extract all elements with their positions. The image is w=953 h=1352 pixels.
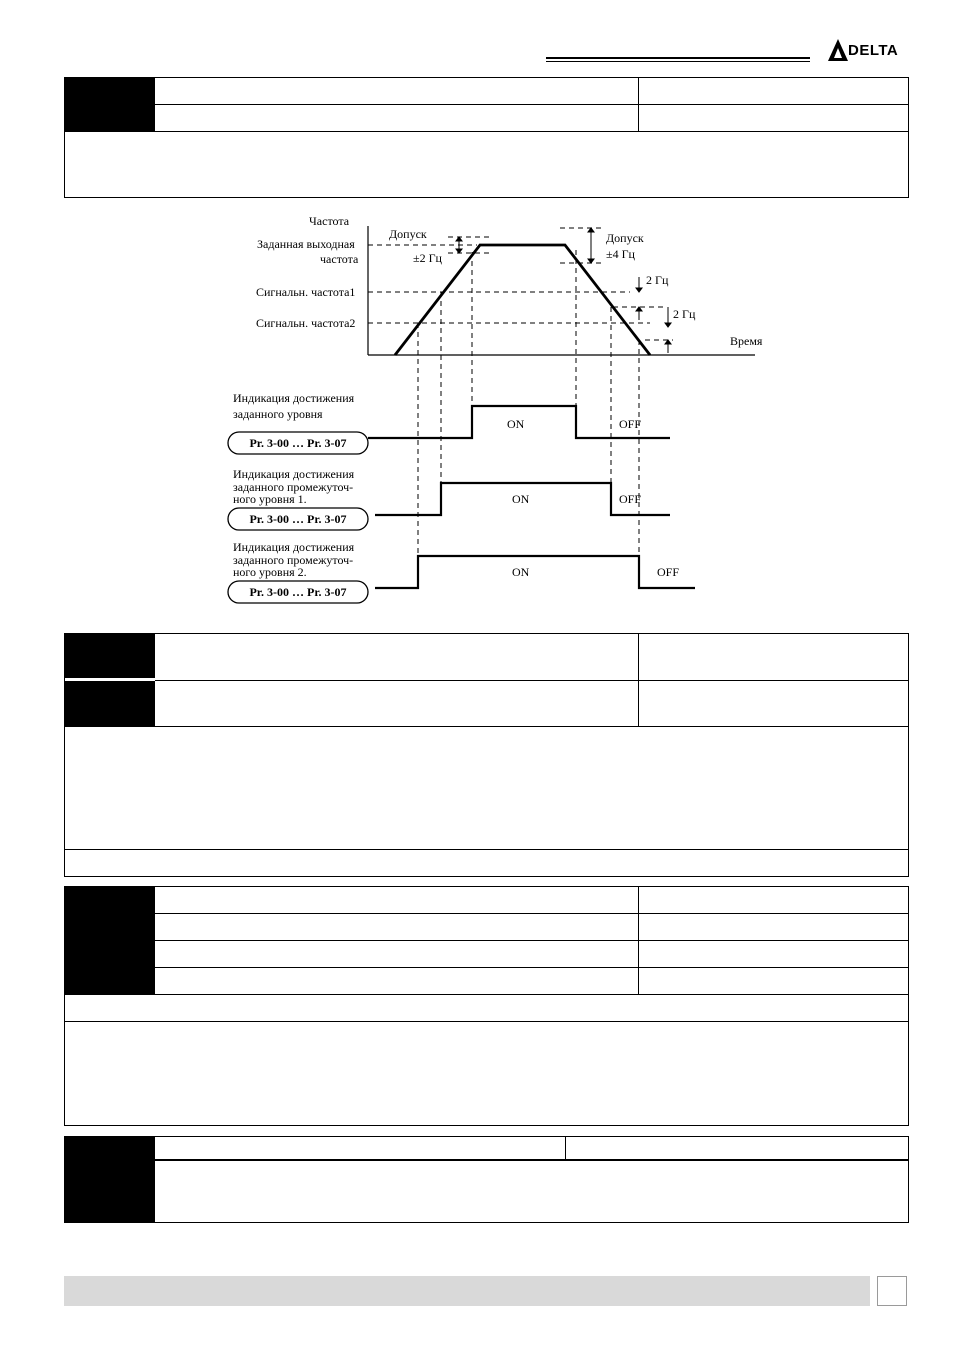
row-divider (155, 940, 909, 941)
indicator-3-caption-line-1: Индикация достижения (233, 540, 355, 554)
indicator-1-caption-line-1: Индикация достижения (233, 391, 355, 405)
signal-freq2-label: Сигнальн. частота2 (256, 316, 356, 330)
indicator-1-param: Pr. 3-00 … Pr. 3-07 (249, 436, 347, 450)
param-table-3 (64, 886, 909, 1126)
page-number-box (877, 1276, 907, 1306)
indicator-3-signal (375, 556, 695, 588)
column-divider (565, 1136, 566, 1159)
column-divider (638, 77, 639, 131)
row-divider (155, 680, 909, 681)
indicator-2-on-label: ON (512, 492, 530, 506)
hz2-lower-label: 2 Гц (673, 307, 696, 321)
dashed-guides (368, 228, 673, 588)
param-table-2-body (64, 726, 909, 877)
indicator-3-param: Pr. 3-00 … Pr. 3-07 (249, 585, 347, 599)
timing-diagram-svg (225, 210, 785, 610)
header-rule-thin (546, 61, 810, 62)
frequency-timing-diagram (225, 210, 785, 610)
tolerance-left-label: Допуск (389, 227, 427, 241)
set-output-freq-label-2: частота (320, 252, 359, 266)
indicator-3-on-label: ON (512, 565, 530, 579)
column-divider (638, 886, 639, 994)
indicator-3-caption-line-2: заданного промежуточ- (233, 553, 354, 567)
signal-freq1-label: Сигнальн. частота1 (256, 285, 356, 299)
row-divider (155, 104, 909, 105)
param-table-1 (64, 77, 909, 198)
row-divider (155, 1159, 909, 1161)
indicator-2-caption-line-3: ного уровня 1. (233, 492, 307, 506)
tolerance-left-value: ±2 Гц (413, 251, 442, 265)
row-divider (155, 967, 909, 968)
set-output-freq-label: Заданная выходная (257, 237, 355, 251)
indicator-2-off-label: OFF (619, 492, 642, 506)
indicator-3-caption-line-3: ного уровня 2. (233, 565, 307, 579)
row-divider (64, 131, 909, 132)
indicator-2-caption-line-1: Индикация достижения (233, 467, 355, 481)
tolerance-arrows (456, 228, 671, 353)
brand-name: DELTA (848, 42, 899, 59)
row-divider (64, 994, 909, 995)
indicator-2-caption-line-2: заданного промежуточ- (233, 480, 354, 494)
frequency-axis-label: Частота (309, 214, 350, 228)
row-divider (64, 1021, 909, 1022)
time-axis-label: Время (730, 334, 763, 348)
header-rule-thick (546, 57, 810, 59)
indicator-1-off-label: OFF (619, 417, 642, 431)
delta-logo (826, 36, 910, 64)
tolerance-right-label: Допуск (606, 231, 644, 245)
hz2-upper-label: 2 Гц (646, 273, 669, 287)
column-divider (638, 633, 639, 727)
indicator-3-off-label: OFF (657, 565, 680, 579)
footer-bar (64, 1276, 870, 1306)
row-divider (155, 913, 909, 914)
indicator-1-on-label: ON (507, 417, 525, 431)
indicator-1-caption-line-2: заданного уровня (233, 407, 323, 421)
indicator-2-param: Pr. 3-00 … Pr. 3-07 (249, 512, 347, 526)
param-table-4 (64, 1136, 909, 1223)
row-divider (64, 849, 909, 850)
tolerance-right-value: ±4 Гц (606, 247, 635, 261)
